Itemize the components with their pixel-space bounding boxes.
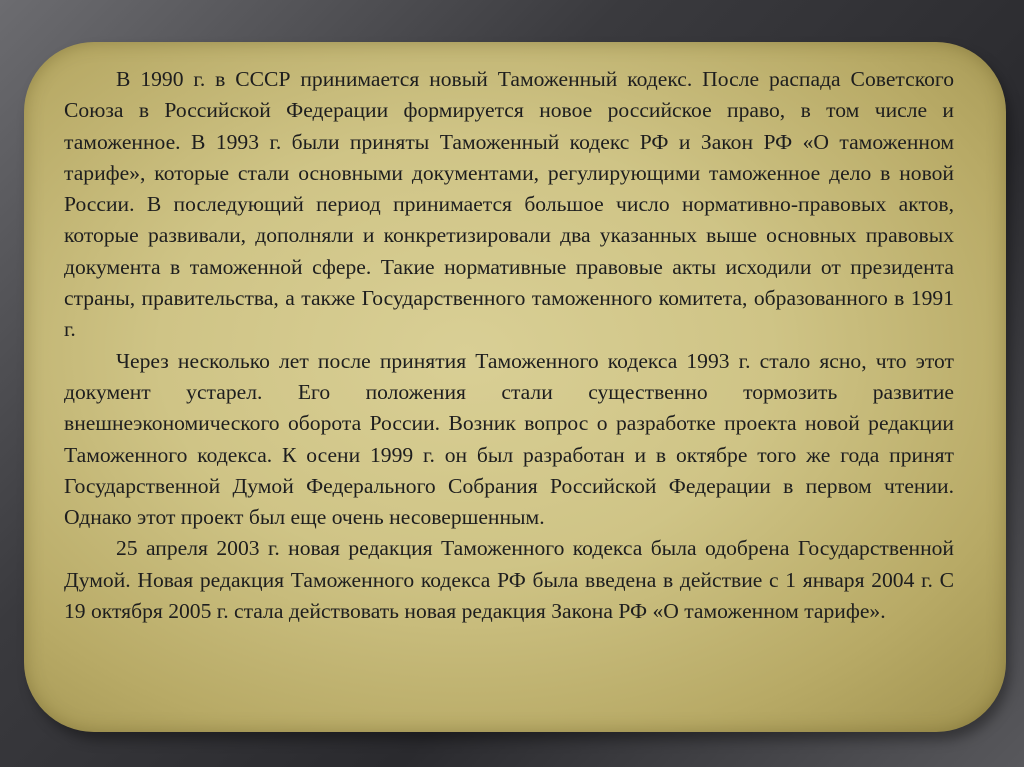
slide-text-panel — [24, 42, 1006, 732]
paragraph-2: Через несколько лет после принятия Таможенного кодекса 1993 г. стало ясно, что этот документ устарел. Его положения стали существенно тормозить развитие внешнеэкономического оборота России. Возник вопрос о разработке проекта новой редакции Таможенного кодекса. К осени 1999 г. он был разработан и в октябре того же года принят Государственной Думой Федерального Собрания Российской Федерации в первом чтении. Однако этот проект был еще очень несовершенным. — [64, 348, 954, 530]
paragraph-3: 25 апреля 2003 г. новая редакция Таможенного кодекса была одобрена Государственной Думой. Новая редакция Таможенного кодекса РФ была введена в действие с 1 января 2004 г. С 19 октября 2005 г. стала действовать новая редакция Закона РФ «О таможенном тарифе». — [64, 536, 954, 624]
slide-text-block — [64, 64, 954, 627]
paragraph-1: В 1990 г. в СССР принимается новый Таможенный кодекс. После распада Советского Союза в Российской Федерации формируется новое российское право, в том числе и таможенное. В 1993 г. были приняты Таможенный кодекс РФ и Закон РФ «О таможенном тарифе», которые стали основными документами, регулирующими таможенное дело в новой России. В последующий период принимается большое число нормативно-правовых актов, которые развивали, дополняли и конкретизировали два указанных выше основных правовых документа в таможенной сфере. Такие нормативные правовые акты исходили от президента страны, правительства, а также Государственного таможенного комитета, образованного в 1991 г. — [64, 67, 954, 342]
